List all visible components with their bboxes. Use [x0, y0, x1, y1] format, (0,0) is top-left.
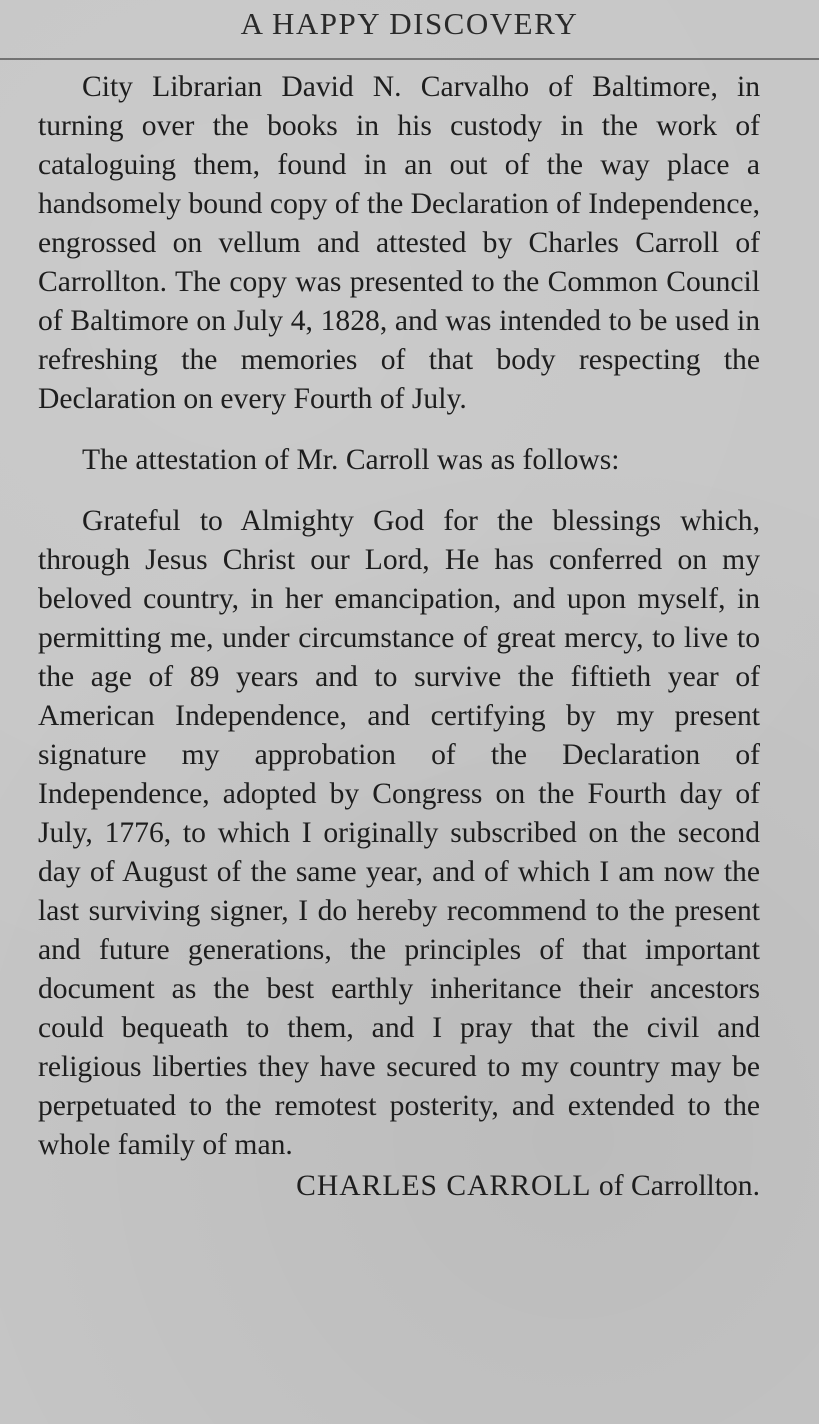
headline: A HAPPY DISCOVERY [240, 6, 579, 41]
article-paragraph-discovery: City Librarian David N. Carvalho of Baltimore, in turning over the books in his custody in the work of cataloguing them, found in an out of the way place a handsomely bound copy of the Declaration of Independence, engrossed on vellum and attested by Charles Carroll of Carrollton. The copy was presented to the Common Council of Baltimore on July 4, 1828, and was intended to be used in refreshing the memories of that body respecting the Declaration on every Fourth of July. [38, 71, 760, 415]
article-body [38, 68, 760, 1206]
signature-place: of Carrollton. [598, 1170, 760, 1202]
signature-name: CHARLES CARROLL [296, 1170, 592, 1202]
article-paragraph-attestation-intro: The attestation of Mr. Carroll was as follows: [82, 444, 620, 476]
article-paragraph-attestation-text: Grateful to Almighty God for the blessings which, through Jesus Christ our Lord, He has conferred on my beloved country, in her emancipation, and upon myself, in permitting me, under circumstance of great mercy, to live to the age of 89 years and to survive the fiftieth year of American Independence, and certifying by my present signature my approbation of the Declaration of Independence, adopted by Congress on the Fourth day of July, 1776, to which I originally subscribed on the second day of August of the same year, and of which I am now the last surviving signer, I do hereby recommend to the present and future generations, the principles of that important document as the best earthly inheritance their ancestors could bequeath to them, and I pray that the civil and religious liberties they have secured to my country may be perpetuated to the remotest posterity, and extended to the whole family of man. [38, 505, 760, 1161]
headline-rule [0, 58, 819, 60]
signature-line [38, 1167, 760, 1206]
